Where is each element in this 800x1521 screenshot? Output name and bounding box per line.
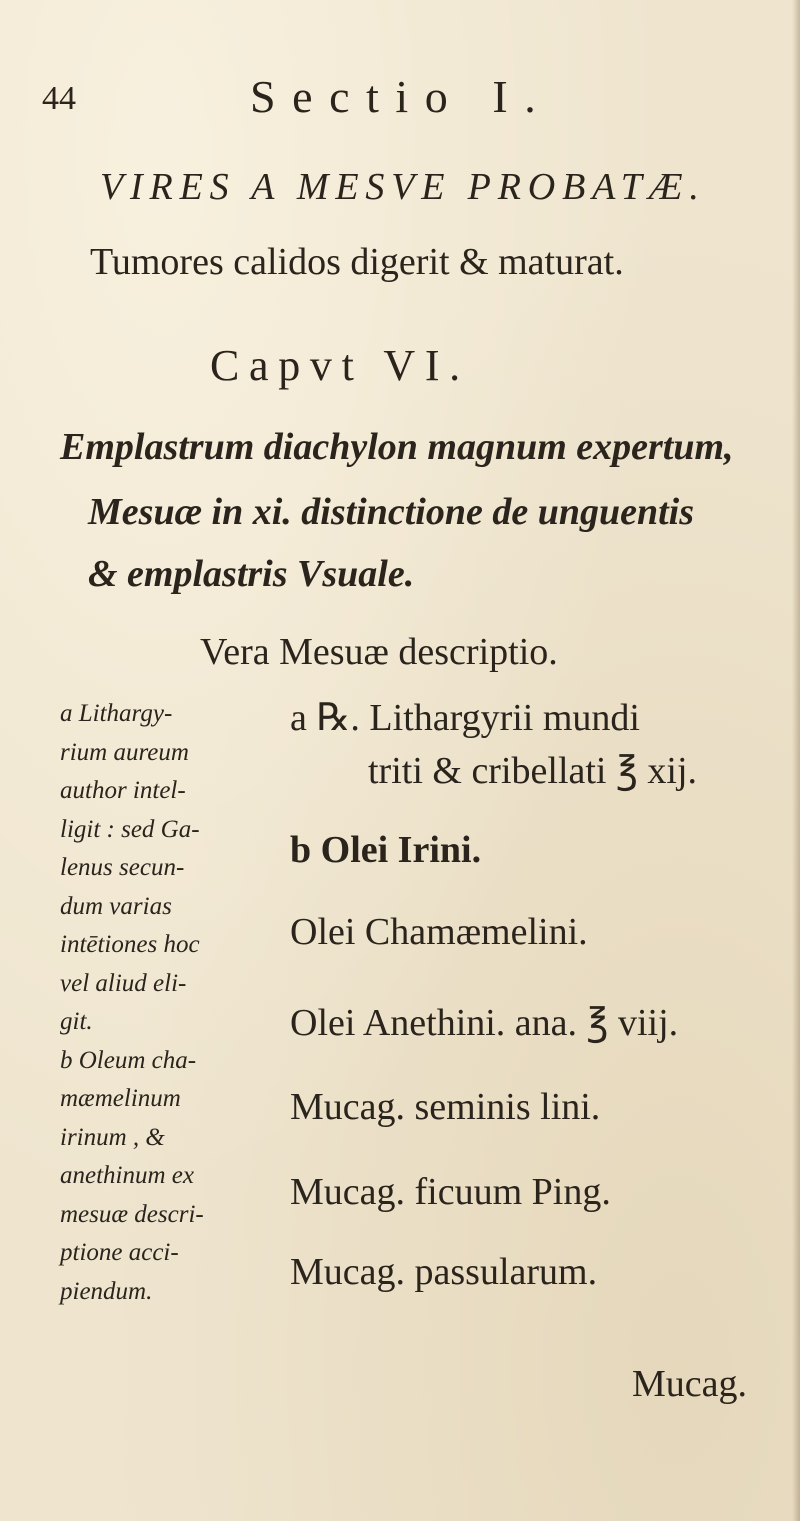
margin-note-line: b Oleum cha- [60,1046,197,1074]
margin-note [60,695,270,1311]
section-heading: VIRES A MESVE PROBATÆ. [100,166,706,208]
margin-note-line: piendum. [60,1277,153,1305]
margin-note-line: ptione acci- [60,1239,179,1266]
margin-note-line: vel aliud eli- [60,969,187,997]
subtitle: Vera Mesuæ descriptio. [200,631,558,673]
title-line-1: Emplastrum diachylon magnum expertum, [60,426,734,468]
margin-note-line: irinum , & [60,1123,165,1151]
margin-note-line: anethinum ex [60,1162,194,1189]
recipe-line-8: Mucag. passularum. [290,1251,598,1293]
margin-note-line: a Lithargy- [60,700,173,727]
title-line-3: & emplastris Vsuale. [88,553,415,595]
title-line-2: Mesuæ in xi. distinctione de unguentis [88,491,695,533]
page-number: 44 [42,80,76,117]
recipe-line-2: triti & cribellati ℥ xij. [368,750,698,792]
margin-note-line: mesuæ descri- [60,1200,204,1228]
margin-note-line: author intel- [60,777,186,804]
recipe-line-4: Olei Chamæmelini. [290,911,588,953]
recipe-line-5: Olei Anethini. ana. ℥ viij. [290,1002,679,1044]
margin-note-line: dum varias [60,892,172,920]
margin-note-line: ligit : sed Ga- [60,815,200,843]
margin-note-line: intētiones hoc [60,931,200,958]
recipe-line-7: Mucag. ficuum Ping. [290,1171,611,1213]
recipe-line-3: b Olei Irini. [290,829,482,871]
catchword: Mucag. [632,1363,748,1405]
chapter-heading: Capvt VI. [210,341,470,390]
recipe-line-1: a ℞. Lithargyrii mundi [290,697,640,739]
margin-note-line: mæmelinum [60,1085,181,1112]
intro-line: Tumores calidos digerit & maturat. [90,241,624,283]
running-head: Sectio I. [250,71,553,122]
recipe-line-6: Mucag. seminis lini. [290,1086,601,1128]
margin-note-line: lenus secun- [60,854,185,881]
margin-note-line: git. [60,1008,93,1035]
margin-note-line: rium aureum [60,738,189,766]
